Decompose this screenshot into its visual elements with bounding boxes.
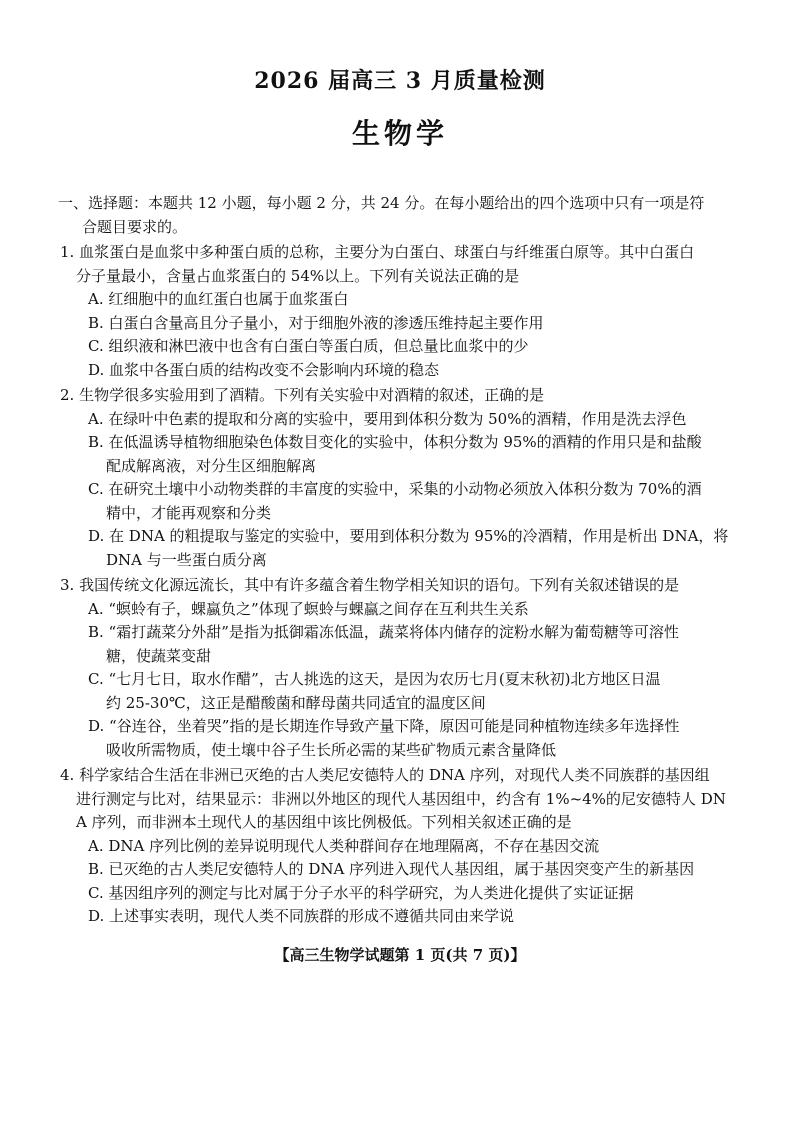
section-instructions <box>60 192 760 239</box>
option-text-cont: 糖，使蔬菜变甜 <box>106 646 212 665</box>
option-text-cont: DNA 与一些蛋白质分离 <box>106 550 267 569</box>
question-4-option-d <box>60 905 760 929</box>
question-1-stem-line-1: 1. 血浆蛋白是血浆中多种蛋白质的总称，主要分为白蛋白、球蛋白与纤维蛋白原等。其中白蛋白 <box>60 243 695 261</box>
option-text: B. 在低温诱导植物细胞染色体数目变化的实验中，体积分数为 95%的酒精的作用只是和盐酸 <box>88 433 702 451</box>
question-3-stem <box>60 574 760 598</box>
option-text: C. 在研究土壤中小动物类群的丰富度的实验中，采集的小动物必须放入体积分数为 70%的酒 <box>88 480 702 498</box>
question-3-option-a <box>60 598 760 622</box>
question-1-option-d <box>60 359 760 383</box>
option-text: C. 基因组序列的测定与比对属于分子水平的科学研究，为人类进化提供了实证证据 <box>88 883 634 902</box>
question-4-option-c <box>60 882 760 906</box>
option-text: A. 红细胞中的血红蛋白也属于血浆蛋白 <box>88 290 349 308</box>
question-3-option-c <box>60 668 760 715</box>
question-4-stem <box>60 764 760 835</box>
option-text: D. “谷连谷，坐着哭”指的是长期连作导致产量下降，原因可能是同种植物连续多年选择性 <box>88 717 680 735</box>
option-text: B. 已灭绝的古人类尼安德特人的 DNA 序列进入现代人基因组，属于基因突变产生的新基因 <box>88 860 695 878</box>
question-4-stem-line-2: 进行测定与比对，结果显示：非洲以外地区的现代人基因组中，约含有 1%~4%的尼安德特人 DN <box>76 789 726 808</box>
question-1-stem-line-2: 分子量最小，含量占血浆蛋白的 54%以上。下列有关说法正确的是 <box>76 266 520 285</box>
question-4-stem-line-1: 4. 科学家结合生活在非洲已灭绝的古人类尼安德特人的 DNA 序列，对现代人类不同族群的基因组 <box>60 766 710 784</box>
question-1-option-b <box>60 312 760 336</box>
question-1-option-c <box>60 335 760 359</box>
page-footer: 【高三生物学试题第 1 页(共 7 页)】 <box>274 946 526 964</box>
question-1-option-a <box>60 288 760 312</box>
option-text: A. “螟蛉有子，蜾蠃负之”体现了螟蛉与蜾蠃之间存在互利共生关系 <box>88 599 529 618</box>
option-text: D. 在 DNA 的粗提取与鉴定的实验中，要用到体积分数为 95%的冷酒精，作用是析出 DNA，将 <box>88 527 729 545</box>
option-text-cont: 精中，才能再观察和分类 <box>106 503 272 522</box>
subject-title: 生物学 <box>351 117 448 150</box>
question-3-stem-line-1: 3. 我国传统文化源远流长，其中有许多蕴含着生物学相关知识的语句。下列有关叙述错误的是 <box>60 576 680 594</box>
question-2-option-b <box>60 431 760 478</box>
question-2-stem <box>60 384 760 408</box>
question-4-option-a <box>60 835 760 859</box>
question-2-option-a <box>60 408 760 432</box>
question-4-stem-line-3: A 序列，而非洲本土现代人的基因组中该比例极低。下列相关叙述正确的是 <box>76 813 572 831</box>
question-2-option-c <box>60 478 760 525</box>
option-text: C. “七月七日，取水作醋”，古人挑选的这天，是因为农历七月(夏末秋初)北方地区日温 <box>88 670 661 688</box>
option-text: D. 上述事实表明，现代人类不同族群的形成不遵循共同由来学说 <box>88 907 515 925</box>
option-text: D. 血浆中各蛋白质的结构改变不会影响内环境的稳态 <box>88 360 440 379</box>
option-text: A. 在绿叶中色素的提取和分离的实验中，要用到体积分数为 50%的酒精，作用是洗去浮色 <box>88 409 687 428</box>
section-line-2: 合题目要求的。 <box>82 217 188 236</box>
option-text: C. 组织液和淋巴液中也含有白蛋白等蛋白质，但总量比血浆中的少 <box>88 337 529 355</box>
question-4-option-b <box>60 858 760 882</box>
option-text: B. 白蛋白含量高且分子量小，对于细胞外液的渗透压维持起主要作用 <box>88 313 544 332</box>
exam-title: 2026 届高三 3 月质量检测 <box>254 68 546 94</box>
option-text-cont: 配成解离液，对分生区细胞解离 <box>106 456 317 475</box>
question-2-stem-line-1: 2. 生物学很多实验用到了酒精。下列有关实验中对酒精的叙述，正确的是 <box>60 386 545 404</box>
question-content <box>60 192 760 929</box>
option-text: B. “霜打蔬菜分外甜”是指为抵御霜冻低温，蔬菜将体内储存的淀粉水解为葡萄糖等可溶性 <box>88 623 679 641</box>
question-2-option-d <box>60 525 760 572</box>
option-text-cont: 吸收所需物质，使土壤中谷子生长所必需的某些矿物质元素含量降低 <box>106 740 557 759</box>
option-text: A. DNA 序列比例的差异说明现代人类种群间存在地理隔离，不存在基因交流 <box>88 836 600 855</box>
question-3-option-b <box>60 621 760 668</box>
question-1-stem <box>60 241 760 288</box>
question-3-option-d <box>60 715 760 762</box>
option-text-cont: 约 25-30℃，这正是醋酸菌和酵母菌共同适宜的温度区间 <box>106 693 486 712</box>
section-line-1: 一、选择题：本题共 12 小题，每小题 2 分，共 24 分。在每小题给出的四个选项中只有一项是符 <box>58 194 705 212</box>
